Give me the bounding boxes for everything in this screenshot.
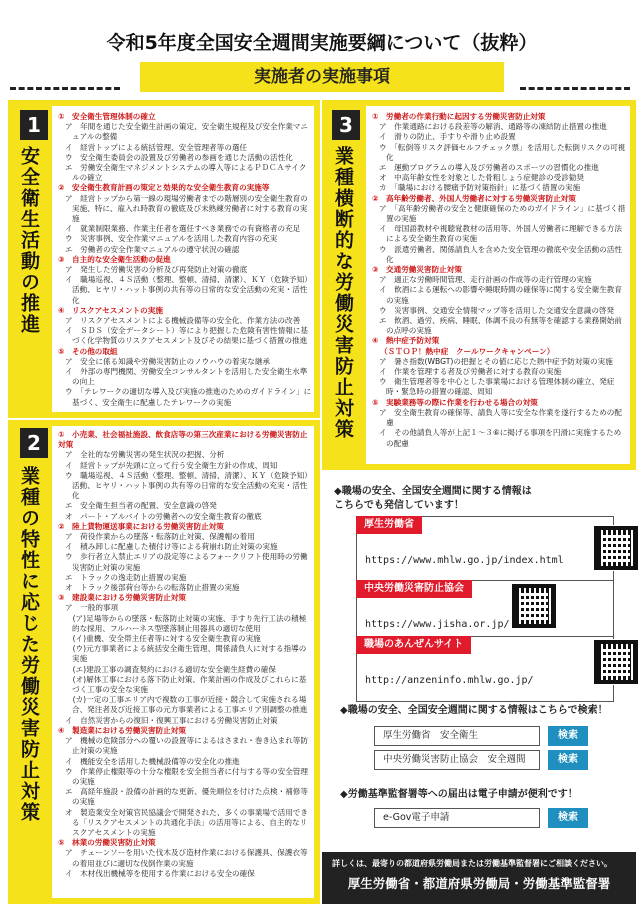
item-heading: ⑤ 林業の労働災害防止対策 (58, 838, 156, 848)
item-heading: ② 安全衛生教育計画の策定と効果的な安全衛生教育の実施等 (58, 183, 270, 193)
item-heading: ③ 建設業における労働災害防止対策 (58, 593, 186, 603)
item-heading: ④ リスクアセスメントの実施 (58, 305, 163, 315)
item-text: ア 全社的な労働災害の発生状況の把握、分析 (65, 450, 225, 460)
section-1-body (58, 112, 312, 410)
item-heading: ④ 製造業における労働災害防止対策 (58, 725, 186, 735)
item-heading: ④ 熱中症予防対策 (372, 336, 440, 346)
egov-note: ◆労働基準監督署等への届出は電子申請が便利です！ (340, 789, 578, 800)
item-heading: ① 小売業、社会福祉施設、飲食店等の第三次産業における労働災害防止対策 (58, 430, 308, 450)
section-number: 2 (20, 428, 48, 458)
item-text: イ 経営トップが先頭に立って行う安全衛生方針の作成、周知 (65, 460, 278, 470)
item-text: ウ 「テレワークの適切な導入及び実施の推進のためのガイドライン」に基づく、安全衛生に配慮したテレワークの実施 (65, 387, 312, 407)
item-text: (エ)建設工事の調査契約における適切な安全衛生経費の確保 (65, 664, 276, 674)
card-url[interactable]: https://www.mhlw.go.jp/index.html (365, 555, 564, 566)
item-text: ア 年間を通じた安全衛生計画の策定、安全衛生規程及び安全作業マニュアルの整備 (65, 122, 308, 142)
card-url[interactable]: https://www.jisha.or.jp/ (365, 619, 510, 630)
egov-search-button[interactable]: 検索 (548, 808, 588, 828)
header (0, 0, 644, 100)
card-url[interactable]: http://anzeninfo.mhlw.go.jp/ (365, 675, 534, 686)
item-text: (ウ)元方事業者による統括安全衛生管理、関係請負人に対する指導の実施 (65, 644, 307, 664)
info-note: ◆職場の安全、全国安全週間に関する情報は こちらでも発信しています！ (334, 486, 532, 511)
item-text: イ 飲酒による運転への影響や睡眠時間の確保等に関する安全衛生教育の実施 (379, 285, 622, 305)
item-text: ウ 「転倒等リスク評価セルフチェック票」を活用した転倒リスクの可視化 (379, 142, 626, 162)
section-banner: 実施者の実施事項 (140, 62, 504, 92)
item-heading: ⑤ その他の取組 (58, 346, 118, 356)
item-text: イ 母国語教材や視聴覚教材の活用等、外国人労働者に理解できる方法による安全衛生教育の実施 (379, 224, 622, 244)
item-text: ア 経営トップから第一線の現場労働者までの階層別の安全衛生教育の実施、特に、雇入れ時教育の徹底及び未熟練労働者に対する教育の実施 (65, 193, 308, 224)
divider (10, 66, 120, 90)
item-text: イ 自然災害からの復旧・復興工事における労働災害防止対策 (65, 715, 278, 725)
item-text: イ その他請負人等が上記１～３⑥に掲げる事項を円滑に実施するための配慮 (379, 428, 622, 448)
item-text: ウ 安全衛生委員会の設置及び労働者の参画を通じた活動の活性化 (65, 152, 293, 162)
footer (322, 852, 636, 904)
item-heading: ③ 自主的な安全衛生活動の促進 (58, 254, 171, 264)
item-text: エ トラックの逸走防止措置の実施 (65, 572, 187, 582)
divider (520, 66, 630, 90)
item-text: イ 滑りの防止、手すりや滑り止め設置 (379, 132, 516, 142)
item-text: (ア)足場等からの墜落・転落防止対策の実施、手すり先行工法の積極的な採用、フルハーネス型墜落制止用器具の適切な使用 (65, 613, 307, 633)
search-button[interactable]: 検索 (548, 726, 588, 746)
item-text: (イ)重機、安全帯主任者等に対する安全衛生教育の実施 (65, 634, 261, 644)
item-heading: ③ 交通労働災害防止対策 (372, 265, 462, 275)
item-text: エ 運動プログラムの導入及び労働者のスポーツの習慣化の推進 (379, 163, 599, 173)
item-text: オ 中高年齢女性を対象とした骨粗しょう症健診の受診勧奨 (379, 173, 585, 183)
item-heading: ⑤ 実験業務等の際に作業を行わせる場合の対策 (372, 397, 538, 407)
card-label: 中央労働災害防止協会 (356, 580, 472, 598)
item-text: ア 発生した労働災害の分析及び再発防止対策の徹底 (65, 265, 248, 275)
item-heading: ① 労働者の作業行動に起因する労働災害防止対策 (372, 112, 546, 121)
card-label: 厚生労働省 (356, 516, 422, 534)
item-text: エ 労働者の安全作業マニュアルの遵守状況の確認 (65, 244, 240, 254)
qr-code-icon (594, 526, 638, 570)
item-text: イ 外部の専門機関、労働安全コンサルタントを活用した安全衛生水準の向上 (65, 367, 308, 387)
egov-keyword-box: e-Gov電子申請 (374, 808, 540, 828)
search-keyword-box: 中央労働災害防止協会 安全週間 (374, 750, 540, 770)
search-keyword-box: 厚生労働省 安全衛生 (374, 726, 540, 746)
item-text: エ 飲酒、過労、疾病、睡眠、体調不良の有無等を確認する業務開始前の点呼の実施 (379, 316, 622, 336)
item-text: ウ 歩行者立入禁止エリアの設定等によるフォークリフト使用時の労働災害防止対策の実施 (65, 552, 308, 572)
item-text: イ 経営トップによる統括管理、安全管理者等の選任 (65, 142, 248, 152)
item-text: ウ 派遣労働者、関係請負人を含めた安全管理の徹底や安全活動の活性化 (379, 244, 622, 264)
item-text: イ 就業制限業務、作業主任者を選任すべき業務での有資格者の充足 (65, 224, 301, 234)
item-text: エ 安全衛生担当者の配置、安全意識の啓発 (65, 501, 217, 511)
item-text: (カ)一定の工事エリア内で複数の工事が近接・競合して実施される場合、発注者及び近接工事の元方事業者による工事エリア別調整の推進 (65, 695, 308, 715)
item-text: ア 安全衛生教育の確保等、請負人等に安全な作業を遂行するための配慮 (379, 407, 622, 428)
item-text: ウ 災害事例、交通安全情報マップ等を活用した交通安全意識の啓発 (379, 305, 615, 315)
item-text: ア リスクアセスメントによる機械設備等の安全化、作業方法の改善 (65, 316, 301, 326)
item-text: ウ 作業停止権限等の十分な権限を安全担当者に付与する等の安全管理の実施 (65, 766, 308, 786)
section-3-body (372, 112, 628, 462)
section-2-body (58, 430, 312, 896)
item-text: （ＳＴＯＰ！熱中症 クールワークキャンペーン） (380, 346, 555, 356)
item-text: ア 機械の危険部分への覆いの設置等によるはさまれ・巻き込まれ等防止対策の実施 (65, 736, 308, 756)
search-button[interactable]: 検索 (548, 750, 588, 770)
item-heading: ② 陸上貨物運送事業における労働災害防止対策 (58, 521, 224, 531)
item-heading: ② 高年齢労働者、外国人労働者に対する労働災害防止対策 (372, 193, 576, 203)
item-text: イ 機能安全を活用した機械設備等の安全化の推進 (65, 756, 240, 766)
item-text: イ 職場巡視、４Ｓ活動（整理、整頓、清掃、清潔）、ＫＹ（危険予知）活動、ヒヤリ・ハット事例の共有等の日常的な安全活動の充実・活性化 (65, 275, 312, 305)
item-text: ウ 災害事例、安全作業マニュアルを活用した教育内容の充実 (65, 234, 278, 244)
item-text: ア 一般的事項 (65, 603, 119, 613)
item-text: オ パート・アルバイトの労働者への安全衛生教育の徹底 (65, 511, 262, 521)
item-text: イ 木材伐出機械等を使用する作業における安全の確保 (65, 868, 255, 878)
footer-organizations: 厚生労働省・都道府県労働局・労働基準監督署 (347, 876, 611, 891)
item-text: (オ)解体工事における落下防止対策、作業計画の作成及びこれらに基づく工事の安全な実施 (65, 674, 307, 695)
section-2-heading: 業種の特性に応じた労働災害防止対策 (17, 466, 40, 823)
item-text: ア 安全に係る知識や労働災害防止のノウハウの着実な継承 (65, 356, 271, 366)
section-number: 3 (332, 110, 360, 140)
item-text: イ 積み卸しに配慮した積付け等による荷崩れ防止対策の実施 (65, 542, 278, 552)
search-note: ◆職場の安全、全国安全週間に関する情報はこちらで検索！ (340, 705, 608, 716)
footer-note: 詳しくは、最寄りの都道府県労働局または労働基準監督署にご相談ください。 (332, 859, 612, 868)
qr-code-icon (594, 640, 638, 684)
item-text: ウ 衛生管理者等を中心とした事業場における管理体制の確立、発症時・緊急時の措置の確認、周知 (379, 377, 615, 397)
item-heading: ① 安全衛生管理体制の確立 (58, 112, 156, 121)
item-text: イ ＳＤＳ（安全データシート）等により把握した危険有害性情報に基づく化学物質のリスクアセスメント及びその結果に基づく措置の推進 (65, 326, 308, 346)
item-text: ア 適正な労働時間管理、走行計画の作成等の走行管理の実施 (379, 275, 592, 285)
item-text: ア チェーンソーを用いた伐木及び造材作業における保護具、保護衣等の着用並びに適切な伐倒作業の実施 (65, 848, 308, 868)
item-text: ア 「高年齢労働者の安全と健康確保のためのガイドライン」に基づく措置の実施 (379, 203, 626, 224)
item-text: オ 製造業安全対策官民協議会で開発された、多くの事業場で活用できる「リスクアセスメントの共通化手法」の活用等による、自主的なリスクアセスメントの実施 (65, 807, 308, 837)
section-number: 1 (20, 110, 48, 140)
item-text: イ 作業を管理する者及び労働者に対する教育の実施 (379, 367, 562, 377)
qr-code-icon (512, 584, 556, 628)
item-text: エ 高経年施設・設備の計画的な更新、優先順位を付けた点検・補修等の実施 (65, 787, 308, 807)
section-3-heading: 業種横断的な労働災害防止対策 (331, 146, 354, 440)
section-1-heading: 安全衛生活動の推進 (17, 146, 40, 335)
item-text: オ トラック後部荷台等からの転落防止措置の実施 (65, 583, 240, 593)
item-text: カ 「職場における腰痛予防対策指針」に基づく措置の実施 (379, 183, 581, 193)
item-text: ア 荷役作業からの墜落・転落防止対策、保護帽の着用 (65, 532, 255, 542)
item-text: ア 作業通路における段差等の解消、通路等の凍結防止措置の推進 (379, 122, 607, 132)
link-card-mhlw[interactable] (356, 516, 614, 582)
link-card-anzeninfo[interactable] (356, 636, 614, 702)
item-text: ウ 職場巡視、４Ｓ活動（整理、整頓、清掃、清潔）、ＫＹ（危険予知）活動、ヒヤリ・ハット事例の共有等の日常的な安全活動の充実・活性化 (65, 470, 312, 501)
item-text: ア 暑さ指数(WBGT)の把握とその値に応じた熱中症予防対策の実施 (379, 356, 613, 366)
item-text: エ 労働安全衛生マネジメントシステムの導入等によるＰＤＣＡサイクルの確立 (65, 163, 307, 183)
card-label: 職場のあんぜんサイト (356, 636, 471, 654)
page-title: 令和5年度全国安全週間実施要綱について（抜粋） (106, 32, 538, 54)
